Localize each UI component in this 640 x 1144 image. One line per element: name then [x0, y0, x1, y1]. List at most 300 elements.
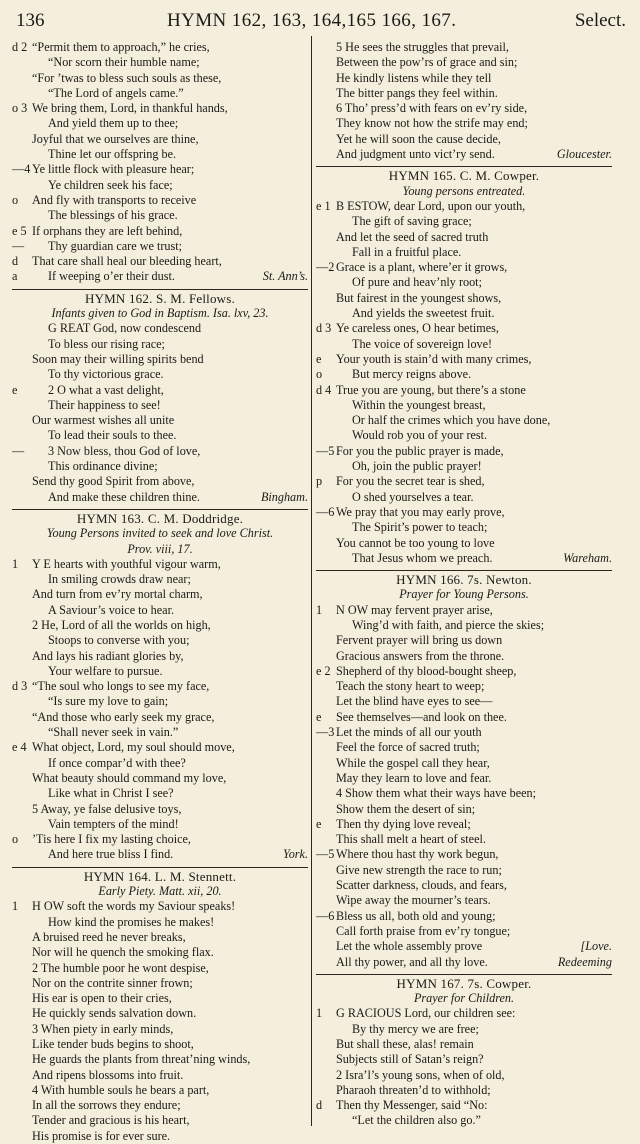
line-mark: e 1 — [316, 198, 331, 213]
verse-line — [316, 786, 612, 801]
line-text: Y E hearts with youthful vigour warm, — [32, 556, 221, 571]
line-text: And here true bliss I find. — [48, 847, 174, 862]
line-text: He kindly listens while they tell — [336, 70, 492, 85]
line-text: G REAT God, now condescend — [48, 321, 202, 336]
line-text: If orphans they are left behind, — [32, 223, 183, 238]
verse-line — [316, 413, 612, 428]
verse-line — [316, 633, 612, 648]
line-text: 4 With humble souls he bears a part, — [32, 1082, 210, 1097]
line-text: 6 Tho’ press’d with fears on ev’ry side, — [336, 101, 528, 116]
verse-line — [12, 474, 308, 489]
verse-line — [12, 817, 308, 832]
verse-line — [12, 694, 308, 709]
section-rule — [316, 974, 612, 975]
verse-line — [12, 1068, 308, 1083]
line-mark: a — [12, 269, 18, 284]
verse-line — [316, 863, 612, 878]
line-text: To bless our rising race; — [48, 336, 165, 351]
line-text: His ear is open to their cries, — [32, 991, 172, 1006]
verse-line — [316, 740, 612, 755]
verse-line — [316, 490, 612, 505]
line-text: To lead their souls to thee. — [48, 428, 177, 443]
line-mark: — — [12, 443, 25, 458]
verse-line — [316, 1037, 612, 1052]
line-text: Tender and gracious is his heart, — [32, 1113, 190, 1128]
verse-line — [12, 459, 308, 474]
verse-line — [12, 1022, 308, 1037]
verse-line — [316, 321, 612, 336]
line-text: For you the secret tear is shed, — [336, 474, 485, 489]
line-text: N OW may fervent prayer arise, — [336, 602, 493, 617]
line-mark: e 2 — [316, 663, 331, 678]
line-text: Your welfare to pursue. — [48, 663, 163, 678]
verse-line — [12, 428, 308, 443]
verse-line — [12, 1006, 308, 1021]
line-text: Teach the stony heart to weep; — [336, 679, 485, 694]
hymn-subtitle: Infants given to God in Baptism. Isa. lxv, 23. — [51, 306, 269, 321]
line-text: The bitter pangs they feel within. — [336, 85, 498, 100]
line-text: We pray that you may early prove, — [336, 504, 505, 519]
line-text: B ESTOW, dear Lord, upon our youth, — [336, 198, 526, 213]
verse-line — [12, 664, 308, 679]
line-text: And yield them up to thee; — [48, 116, 179, 131]
verse-line — [316, 939, 612, 954]
line-text: Like tender buds begins to shoot, — [32, 1037, 194, 1051]
verse-line — [12, 572, 308, 587]
verse-line — [12, 945, 308, 960]
verse-line — [12, 832, 308, 847]
verse-line — [316, 260, 612, 275]
line-text: But fairest in the youngest shows, — [336, 290, 502, 305]
line-text: Would rob you of your rest. — [352, 428, 488, 443]
verse-line — [12, 725, 308, 740]
verse-line — [12, 86, 308, 101]
verse-line — [316, 1068, 612, 1083]
verse-line — [12, 71, 308, 86]
line-text: What beauty should command my love, — [32, 770, 227, 785]
line-text: Subjects still of Satan’s reign? — [336, 1052, 484, 1067]
verse-line — [12, 802, 308, 817]
line-text: Then thy Messenger, said “No: — [336, 1098, 488, 1113]
verse-line — [12, 101, 308, 116]
line-text: See themselves—and look on thee. — [336, 709, 507, 724]
line-text: And make these children thine. — [48, 489, 200, 504]
verse-line — [316, 116, 612, 131]
line-text: He quickly sends salvation down. — [32, 1006, 197, 1021]
line-text: 3 When piety in early minds, — [32, 1021, 174, 1036]
verse-line — [316, 618, 612, 633]
line-text: That Jesus whom we preach. — [352, 550, 493, 565]
line-text: 4 Show them what their ways have been; — [336, 786, 537, 801]
line-text: This shall melt a heart of steel. — [336, 832, 486, 847]
line-text: Ye children seek his face; — [48, 177, 173, 192]
verse-line — [316, 847, 612, 862]
hymn-heading: HYMN 163. C. M. Doddridge. — [76, 510, 244, 526]
line-text: By thy mercy we are free; — [352, 1021, 479, 1036]
line-mark: —4 — [12, 162, 31, 177]
section-label: Select. — [574, 10, 626, 31]
line-text: Your youth is stain’d with many crimes, — [336, 351, 532, 366]
line-text: 3 Now bless, thou God of love, — [48, 443, 201, 458]
line-text: 2 He, Lord of all the worlds on high, — [32, 617, 211, 632]
line-text: Feel the force of sacred truth; — [336, 740, 480, 755]
line-text: What object, Lord, my soul should move, — [32, 740, 235, 755]
line-text: “Nor scorn their humble name; — [48, 55, 200, 70]
verse-line — [316, 71, 612, 86]
hymn-heading: HYMN 167. 7s. Cowper. — [396, 975, 532, 991]
line-text: Yet he will soon the cause decide, — [336, 131, 501, 146]
verse-line — [316, 664, 612, 679]
line-text: Like what in Christ I see? — [48, 786, 174, 801]
verse-line — [316, 771, 612, 786]
hymn-subtitle: Prov. viii, 17. — [127, 541, 193, 556]
line-mark: e — [12, 382, 18, 397]
line-text: 2 The humble poor he wont despise, — [32, 960, 209, 975]
line-text: For you the public prayer is made, — [336, 443, 504, 458]
verse-line — [316, 893, 612, 908]
line-text: You cannot be too young to love — [336, 535, 495, 550]
hymn-heading: HYMN 164. L. M. Stennett. — [83, 868, 237, 884]
line-text: “For ’twas to bless such souls as these, — [32, 70, 222, 85]
line-text: Nor on the contrite sinner frown; — [32, 975, 193, 990]
line-mark: d 4 — [316, 382, 332, 397]
tune-name: Bingham. — [260, 489, 308, 504]
line-text: And fly with transports to receive — [32, 192, 197, 207]
line-text: And judgment unto vict’ry send. — [336, 147, 495, 162]
verse-line — [316, 214, 612, 229]
verse-line — [12, 116, 308, 131]
verse-line — [316, 291, 612, 306]
line-text: Bless us all, both old and young; — [336, 908, 496, 923]
verse-line — [12, 224, 308, 239]
verse-line — [12, 649, 308, 664]
line-text: Wipe away the mourner’s tears. — [336, 893, 491, 908]
verse-line — [12, 337, 308, 352]
line-text: Between the pow’rs of grace and sin; — [336, 55, 518, 70]
line-text: We bring them, Lord, in thankful hands, — [32, 101, 228, 116]
verse-line — [12, 321, 308, 336]
verse-line — [316, 101, 612, 116]
verse-line — [316, 367, 612, 382]
line-text: ’Tis here I fix my lasting choice, — [32, 832, 191, 847]
line-text: Show them the desert of sin; — [336, 801, 476, 816]
line-mark: —5 — [316, 847, 335, 862]
section-rule — [12, 867, 308, 868]
line-text: He guards the plants from threat’ning winds, — [32, 1052, 251, 1067]
verse-line — [12, 352, 308, 367]
verse-line — [316, 802, 612, 817]
verse-line — [316, 352, 612, 367]
line-text: All thy power, and all thy love. — [336, 954, 488, 969]
page-number: 136 — [16, 10, 45, 31]
line-text: But mercy reigns above. — [352, 367, 472, 382]
verse-line — [316, 459, 612, 474]
verse-line — [316, 551, 612, 566]
verse-line — [12, 1083, 308, 1098]
line-text: His promise is for ever sure. — [32, 1128, 171, 1143]
verse-line — [316, 505, 612, 520]
line-mark: p — [316, 474, 323, 489]
line-mark: 1 — [12, 556, 19, 571]
verse-line — [316, 924, 612, 939]
verse-line — [316, 955, 612, 970]
line-text: 2 O what a vast delight, — [48, 382, 164, 397]
tune-name: St. Ann’s. — [262, 269, 308, 284]
verse-line — [316, 337, 612, 352]
line-text: Fall in a fruitful place. — [352, 244, 462, 259]
line-text: Of pure and heav’nly root; — [352, 275, 482, 290]
verse-line — [316, 694, 612, 709]
line-text: In all the sorrows they endure; — [32, 1098, 181, 1113]
line-text: And ripens blossoms into fruit. — [32, 1067, 184, 1082]
line-text: To thy victorious grace. — [48, 367, 164, 382]
verse-line — [12, 847, 308, 862]
verse-line — [12, 269, 308, 284]
verse-line — [12, 413, 308, 428]
verse-line — [316, 603, 612, 618]
verse-line — [12, 633, 308, 648]
verse-line — [12, 899, 308, 914]
line-mark: —3 — [316, 725, 335, 740]
right-column — [316, 40, 612, 1129]
line-text: Send thy good Spirit from above, — [32, 474, 195, 489]
line-text: The Spirit’s power to teach; — [352, 520, 488, 535]
line-text: Vain tempters of the mind! — [48, 816, 179, 831]
line-text: In smiling crowds draw near; — [48, 572, 191, 587]
verse-line — [12, 771, 308, 786]
line-mark: —6 — [316, 908, 335, 923]
line-mark: e 4 — [12, 740, 27, 755]
line-mark: d 3 — [316, 321, 332, 336]
line-text: Or half the crimes which you have done, — [352, 413, 551, 428]
verse-line — [316, 832, 612, 847]
verse-line — [316, 55, 612, 70]
verse-line — [316, 679, 612, 694]
verse-line — [12, 55, 308, 70]
line-mark: e 5 — [12, 223, 27, 238]
verse-line — [316, 383, 612, 398]
verse-line — [316, 199, 612, 214]
line-text: While the gospel call they hear, — [336, 755, 490, 770]
line-mark: o — [12, 192, 19, 207]
line-text: Ye little flock with pleasure hear; — [32, 162, 195, 177]
verse-line — [12, 490, 308, 505]
verse-line — [12, 587, 308, 602]
line-text: A bruised reed he never breaks, — [32, 929, 186, 944]
line-text: Pharaoh threaten’d to withhold; — [336, 1082, 491, 1097]
line-text: “Let the children also go.” — [352, 1113, 481, 1128]
line-text: A Saviour’s voice to hear. — [48, 602, 175, 617]
line-text: Soon may their willing spirits bend — [32, 351, 204, 366]
line-mark: o — [12, 832, 19, 847]
line-text: Joyful that we ourselves are thine, — [32, 131, 199, 146]
line-mark: —6 — [316, 504, 335, 519]
line-text: Oh, join the public prayer! — [352, 459, 482, 474]
line-text: Where thou hast thy work begun, — [336, 847, 499, 862]
line-text: This ordinance divine; — [48, 459, 158, 474]
hymn-heading: HYMN 165. C. M. Cowper. — [388, 168, 540, 184]
line-mark: —5 — [316, 443, 335, 458]
verse-line — [12, 710, 308, 725]
line-text: But shall these, alas! remain — [336, 1037, 474, 1051]
hymn-heading: HYMN 162. S. M. Fellows. — [85, 290, 235, 306]
line-text: Let the whole assembly prove — [336, 939, 483, 954]
line-text: “Permit them to approach,” he cries, — [32, 40, 210, 54]
verse-line — [12, 1037, 308, 1052]
line-text: Call forth praise from ev’ry tongue; — [336, 923, 511, 938]
verse-line — [316, 275, 612, 290]
verse-line — [12, 930, 308, 945]
verse-line — [12, 679, 308, 694]
verse-line — [12, 383, 308, 398]
tune-name: Wareham. — [563, 550, 612, 565]
line-text: And let the seed of sacred truth — [336, 229, 489, 244]
verse-line — [316, 725, 612, 740]
line-mark: d 2 — [12, 40, 28, 54]
line-text: How kind the promises he makes! — [48, 914, 215, 929]
line-text: Fervent prayer will bring us down — [336, 633, 503, 648]
verse-line — [316, 1083, 612, 1098]
verse-line — [316, 1006, 612, 1021]
line-text: H OW soft the words my Saviour speaks! — [32, 899, 236, 914]
tune-name: York. — [283, 847, 308, 862]
running-title: HYMN 162, 163, 164,165 166, 167. — [167, 10, 457, 31]
line-mark: d — [12, 254, 19, 269]
verse-line — [12, 1052, 308, 1067]
line-text: The gift of saving grace; — [352, 214, 472, 229]
line-mark: d — [316, 1098, 323, 1113]
verse-line — [12, 961, 308, 976]
verse-line — [316, 1098, 612, 1113]
verse-line — [316, 428, 612, 443]
line-mark: d 3 — [12, 679, 28, 694]
line-text: 5 He sees the struggles that prevail, — [336, 40, 509, 54]
line-text: 5 Away, ye false delusive toys, — [32, 801, 182, 816]
verse-line — [316, 1052, 612, 1067]
line-text: Let the minds of all our youth — [336, 725, 482, 740]
line-text: O shed yourselves a tear. — [352, 489, 474, 504]
line-text: Within the youngest breast, — [352, 397, 486, 412]
line-text: The voice of sovereign love! — [352, 336, 493, 351]
line-text: “Is sure my love to gain; — [48, 694, 169, 709]
verse-line — [12, 915, 308, 930]
verse-line — [12, 367, 308, 382]
hymn-subtitle: Prayer for Children. — [413, 991, 515, 1006]
line-text: Then thy dying love reveal; — [336, 816, 471, 831]
verse-line — [12, 1098, 308, 1113]
line-text: “Shall never seek in vain.” — [48, 725, 179, 740]
verse-line — [12, 756, 308, 771]
line-text: If weeping o’er their dust. — [48, 269, 175, 284]
verse-line — [316, 878, 612, 893]
line-text: And yields the sweetest fruit. — [352, 306, 495, 321]
line-mark: — — [12, 238, 25, 253]
section-rule — [316, 570, 612, 571]
line-text: Gracious answers from the throne. — [336, 648, 505, 663]
line-mark: e — [316, 816, 322, 831]
left-column — [12, 40, 308, 1144]
verse-line — [12, 444, 308, 459]
section-rule — [316, 166, 612, 167]
line-text: The blessings of his grace. — [48, 208, 178, 223]
line-text: May they learn to love and fear. — [336, 770, 492, 785]
verse-line — [316, 649, 612, 664]
verse-line — [12, 1113, 308, 1128]
hymn-subtitle: Young Persons invited to seek and love Christ. — [46, 526, 274, 541]
verse-line — [316, 444, 612, 459]
line-text: Let the blind have eyes to see— — [336, 694, 493, 709]
verse-line — [316, 817, 612, 832]
line-text: “The soul who longs to see my face, — [32, 679, 210, 694]
tune-name: [Love. — [580, 939, 612, 954]
verse-line — [316, 710, 612, 725]
line-mark: e — [316, 351, 322, 366]
line-text: Thy guardian care we trust; — [48, 238, 183, 253]
verse-line — [12, 557, 308, 572]
line-text: G RACIOUS Lord, our children see: — [336, 1006, 516, 1021]
verse-line — [12, 398, 308, 413]
verse-line — [12, 603, 308, 618]
verse-line — [12, 162, 308, 177]
verse-line — [12, 618, 308, 633]
verse-line — [12, 147, 308, 162]
line-mark: —2 — [316, 260, 335, 275]
verse-line — [316, 1022, 612, 1037]
verse-line — [316, 132, 612, 147]
verse-line — [316, 147, 612, 162]
line-mark: 1 — [316, 1006, 323, 1021]
line-text: If once compar’d with thee? — [48, 755, 186, 770]
line-text: “The Lord of angels came.” — [48, 85, 184, 100]
verse-line — [12, 991, 308, 1006]
verse-line — [316, 245, 612, 260]
verse-line — [316, 40, 612, 55]
line-text: Thine let our offspring be. — [48, 147, 177, 162]
verse-line — [316, 756, 612, 771]
hymn-subtitle: Prayer for Young Persons. — [399, 587, 529, 602]
verse-line — [316, 474, 612, 489]
line-text: Wing’d with faith, and pierce the skies; — [352, 617, 545, 632]
verse-line — [12, 132, 308, 147]
line-text: Scatter darkness, clouds, and fears, — [336, 878, 507, 893]
verse-line — [316, 909, 612, 924]
verse-line — [316, 306, 612, 321]
verse-line — [12, 740, 308, 755]
line-mark: 1 — [316, 602, 323, 617]
tune-name: Gloucester. — [556, 147, 612, 162]
verse-line — [12, 178, 308, 193]
hymn-subtitle: Early Piety. Matt. xii, 20. — [98, 884, 222, 899]
line-text: True you are young, but there’s a stone — [336, 382, 526, 397]
hymn-heading: HYMN 166. 7s. Newton. — [396, 572, 532, 588]
line-mark: e — [316, 709, 322, 724]
line-text: They know not how the strife may end; — [336, 116, 528, 131]
verse-line — [12, 40, 308, 55]
tune-name: Redeeming — [557, 954, 612, 969]
verse-line — [12, 193, 308, 208]
line-text: “And those who early seek my grace, — [32, 709, 215, 724]
line-text: Grace is a plant, where’er it grows, — [336, 260, 508, 275]
hymn-subtitle: Young persons entreated. — [402, 183, 526, 198]
section-rule — [12, 289, 308, 290]
line-text: Shepherd of thy blood-bought sheep, — [336, 663, 517, 678]
line-mark: o 3 — [12, 101, 28, 116]
line-mark: o — [316, 367, 323, 382]
line-text: 2 Isra’l’s young sons, when of old, — [336, 1067, 505, 1082]
verse-line — [316, 86, 612, 101]
verse-line — [316, 1113, 612, 1128]
line-text: Our warmest wishes all unite — [32, 413, 175, 428]
